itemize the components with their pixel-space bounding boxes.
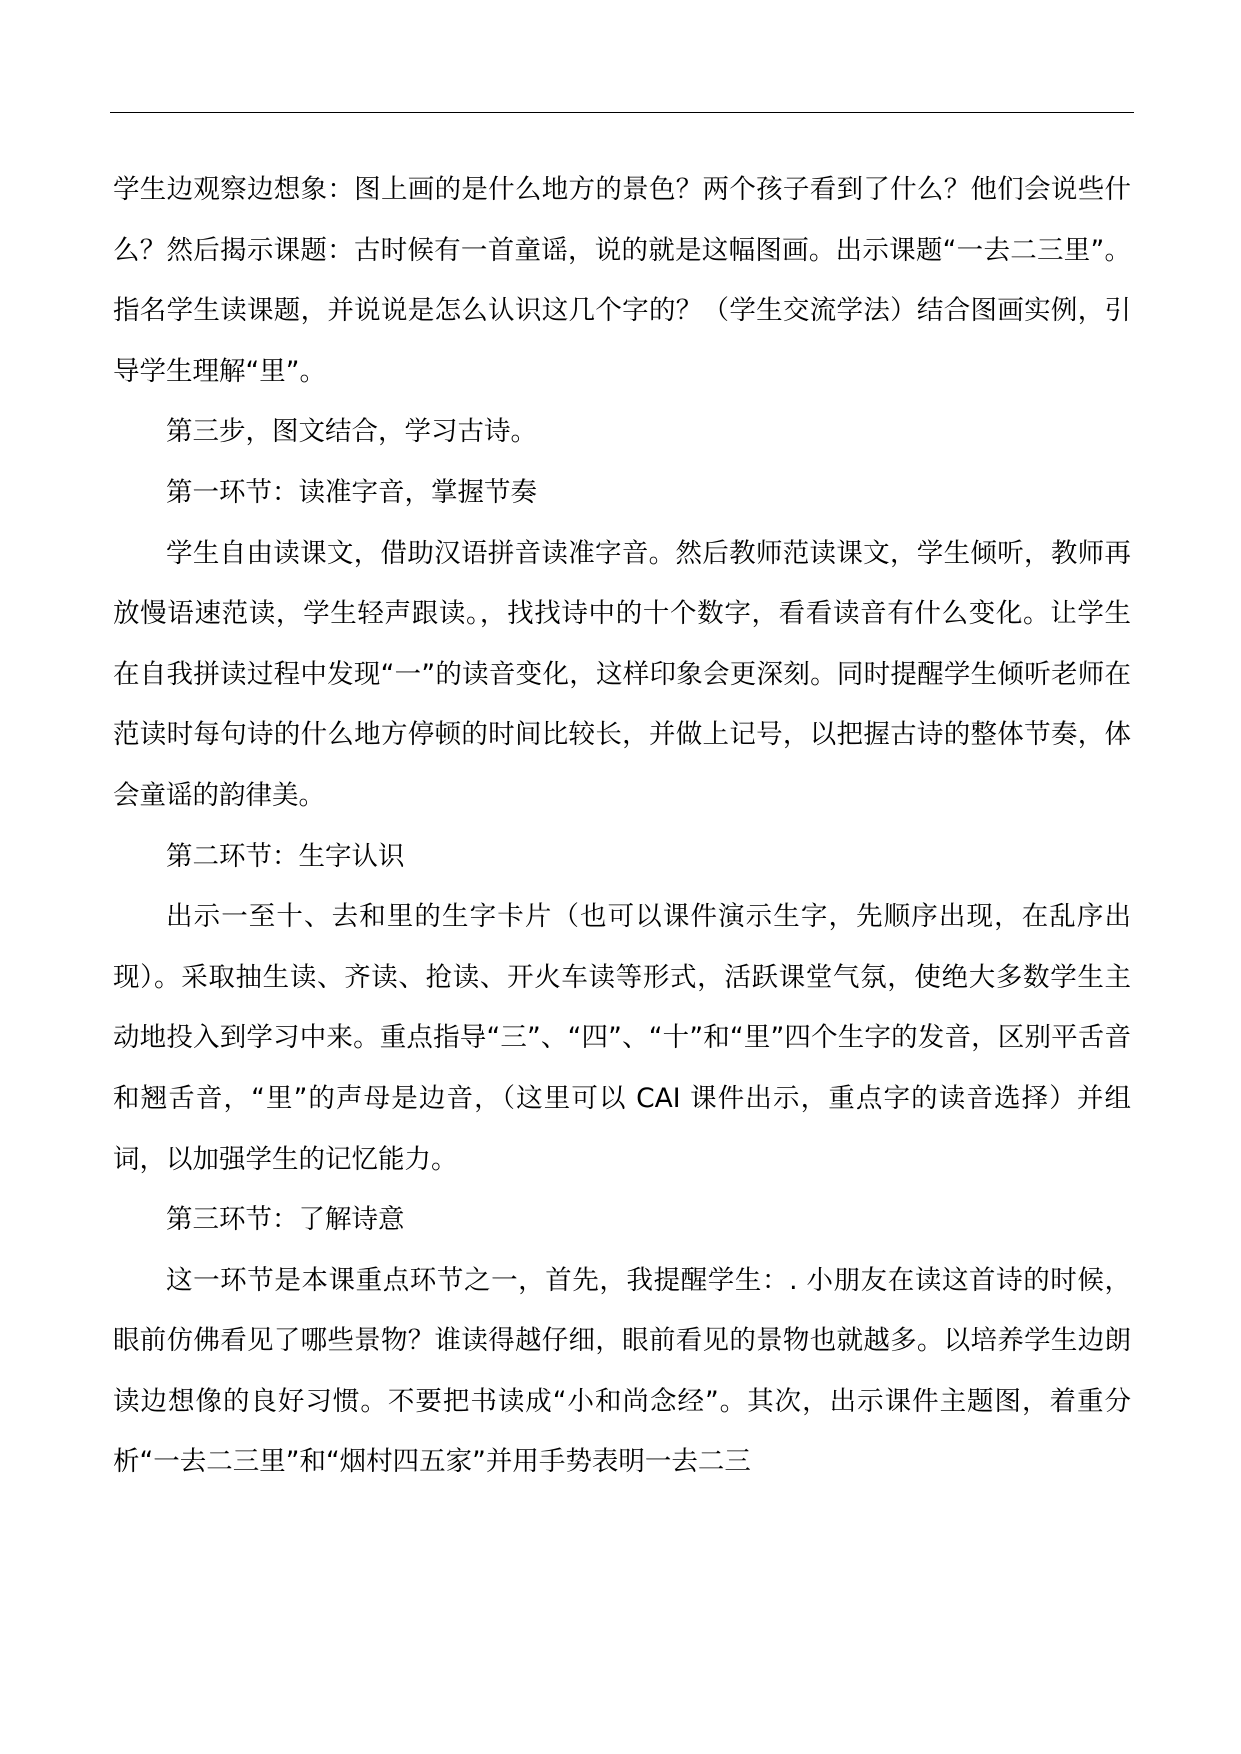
header-rule: [110, 112, 1134, 113]
section-two-heading: 第二环节：生字认识: [166, 840, 405, 872]
paragraph-continued: 学生边观察边想象：图上画的是什么地方的景色？两个孩子看到了什么？他们会说些什么？然后揭示课题：古时候有一首童谣，说的就是这幅图画。出示课题“一去二三里”。指名学生读课题，并说说是怎么认识这几个字的？（学生交流学法）结合图画实例，引导学生理解“里”。: [113, 174, 1131, 387]
document-body: [113, 160, 1131, 1493]
paragraph-meaning: 这一环节是本课重点环节之一，首先，我提醒学生：. 小朋友在读这首诗的时候，眼前仿佛看见了哪些景物？谁读得越仔细，眼前看见的景物也就越多。以培养学生边朗读边想像的良好习惯。不要把书读成“小和尚念经”。其次，出示课件主题图，着重分析“一去二三里”和“烟村四五家”并用手势表明一去二三: [113, 1264, 1131, 1478]
section-three-heading: 第三环节：了解诗意: [166, 1204, 405, 1236]
section-one-heading: 第一环节：读准字音，掌握节奏: [166, 476, 537, 508]
paragraph-characters: 出示一至十、去和里的生字卡片（也可以课件演示生字，先顺序出现，在乱序出现）。采取抽生读、齐读、抢读、开火车读等形式，活跃课堂气氛，使绝大多数学生主动地投入到学习中来。重点指导“三”、“四”、“十”和“里”四个生字的发音，区别平舌音和翘舌音，“里”的声母是边音，（这里可以 CAI 课件出示，重点字的读音选择）并组词，以加强学生的记忆能力。: [113, 901, 1131, 1175]
step-three-heading: 第三步，图文结合，学习古诗。: [166, 416, 537, 448]
paragraph-reading: 学生自由读课文，借助汉语拼音读准字音。然后教师范读课文，学生倾听，教师再放慢语速范读，学生轻声跟读。，找找诗中的十个数字，看看读音有什么变化。让学生在自我拼读过程中发现“一”的读音变化，这样印象会更深刻。同时提醒学生倾听老师在范读时每句诗的什么地方停顿的时间比较长，并做上记号，以把握古诗的整体节奏，体会童谣的韵律美。: [113, 537, 1131, 811]
